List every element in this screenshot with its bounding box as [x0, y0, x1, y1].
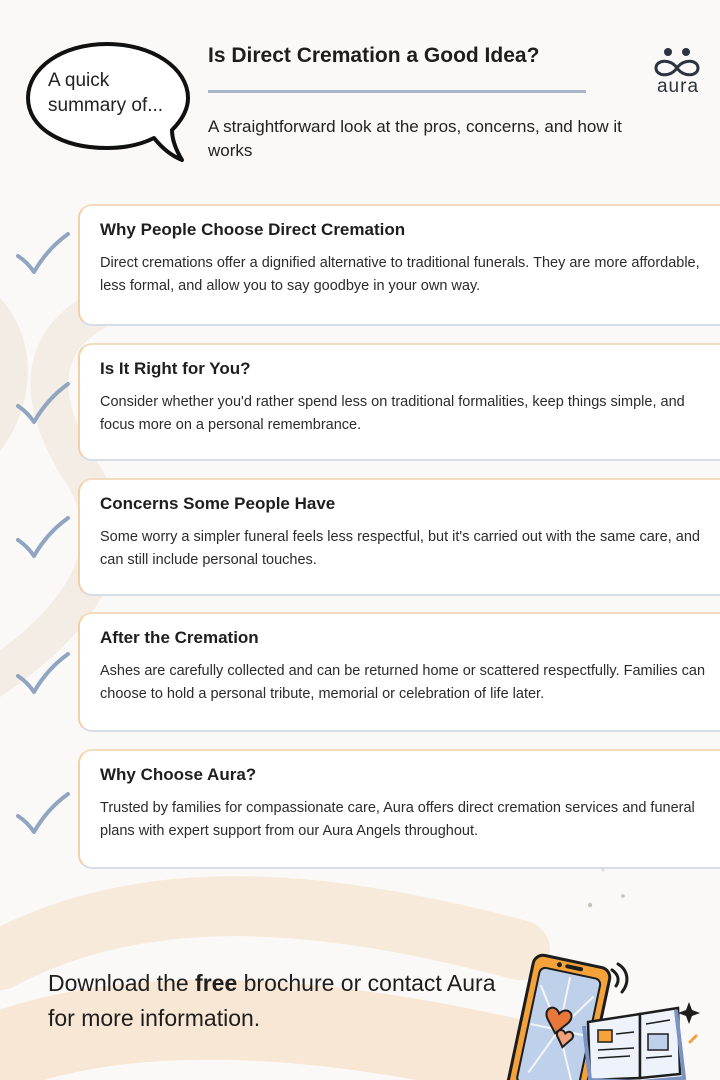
section-card: [78, 612, 720, 732]
section-card: [78, 204, 720, 326]
cta-text-end: brochure or contact Aura for more information.: [48, 970, 496, 1031]
cta-text-start: Download the: [48, 970, 196, 996]
section-body: Some worry a simpler funeral feels less respectful, but it's carried out with the same care, and can still include personal touches.: [100, 529, 700, 568]
section-body: Ashes are carefully collected and can be returned home or scattered respectfully. Families can choose to hold a personal tribute, memorial or celebration of life later.: [100, 663, 706, 702]
section-card: [78, 343, 720, 461]
section-body: Direct cremations offer a dignified alternative to traditional funerals. They are more affordable, less formal, and allow you to say goodbye in your own way.: [100, 255, 700, 294]
section-heading: Why Choose Aura?: [100, 765, 257, 784]
page-title: Is Direct Cremation a Good Idea?: [208, 44, 540, 67]
section-card: [78, 478, 720, 596]
checkmark-icon: [14, 382, 70, 424]
download-cta[interactable]: [48, 966, 518, 1036]
checkmark-icon: [14, 232, 70, 274]
section-heading: After the Cremation: [100, 628, 259, 647]
section-card: [78, 749, 720, 869]
section-heading: Is It Right for You?: [100, 359, 251, 378]
page-subtitle: A straightforward look at the pros, concerns, and how it works: [208, 117, 622, 160]
aura-logo-icon: [646, 44, 708, 100]
checkmark-icon: [14, 652, 70, 694]
section-body: Consider whether you'd rather spend less on traditional formalities, keep things simple, and focus more on a personal remembrance.: [100, 394, 685, 433]
checkmark-icon: [14, 516, 70, 558]
section-heading: Why People Choose Direct Cremation: [100, 220, 406, 239]
bubble-text: A quick summary of...: [48, 70, 164, 116]
logo-text: aura: [656, 76, 700, 97]
cta-text-bold: free: [195, 970, 238, 996]
phone-heart-illustration: [500, 950, 720, 1080]
section-body: Trusted by families for compassionate care, Aura offers direct cremation services and funeral plans with expert support from our Aura Angels throughout.: [100, 800, 695, 839]
title-divider: [208, 90, 586, 93]
section-heading: Concerns Some People Have: [100, 494, 336, 513]
checkmark-icon: [14, 792, 70, 834]
